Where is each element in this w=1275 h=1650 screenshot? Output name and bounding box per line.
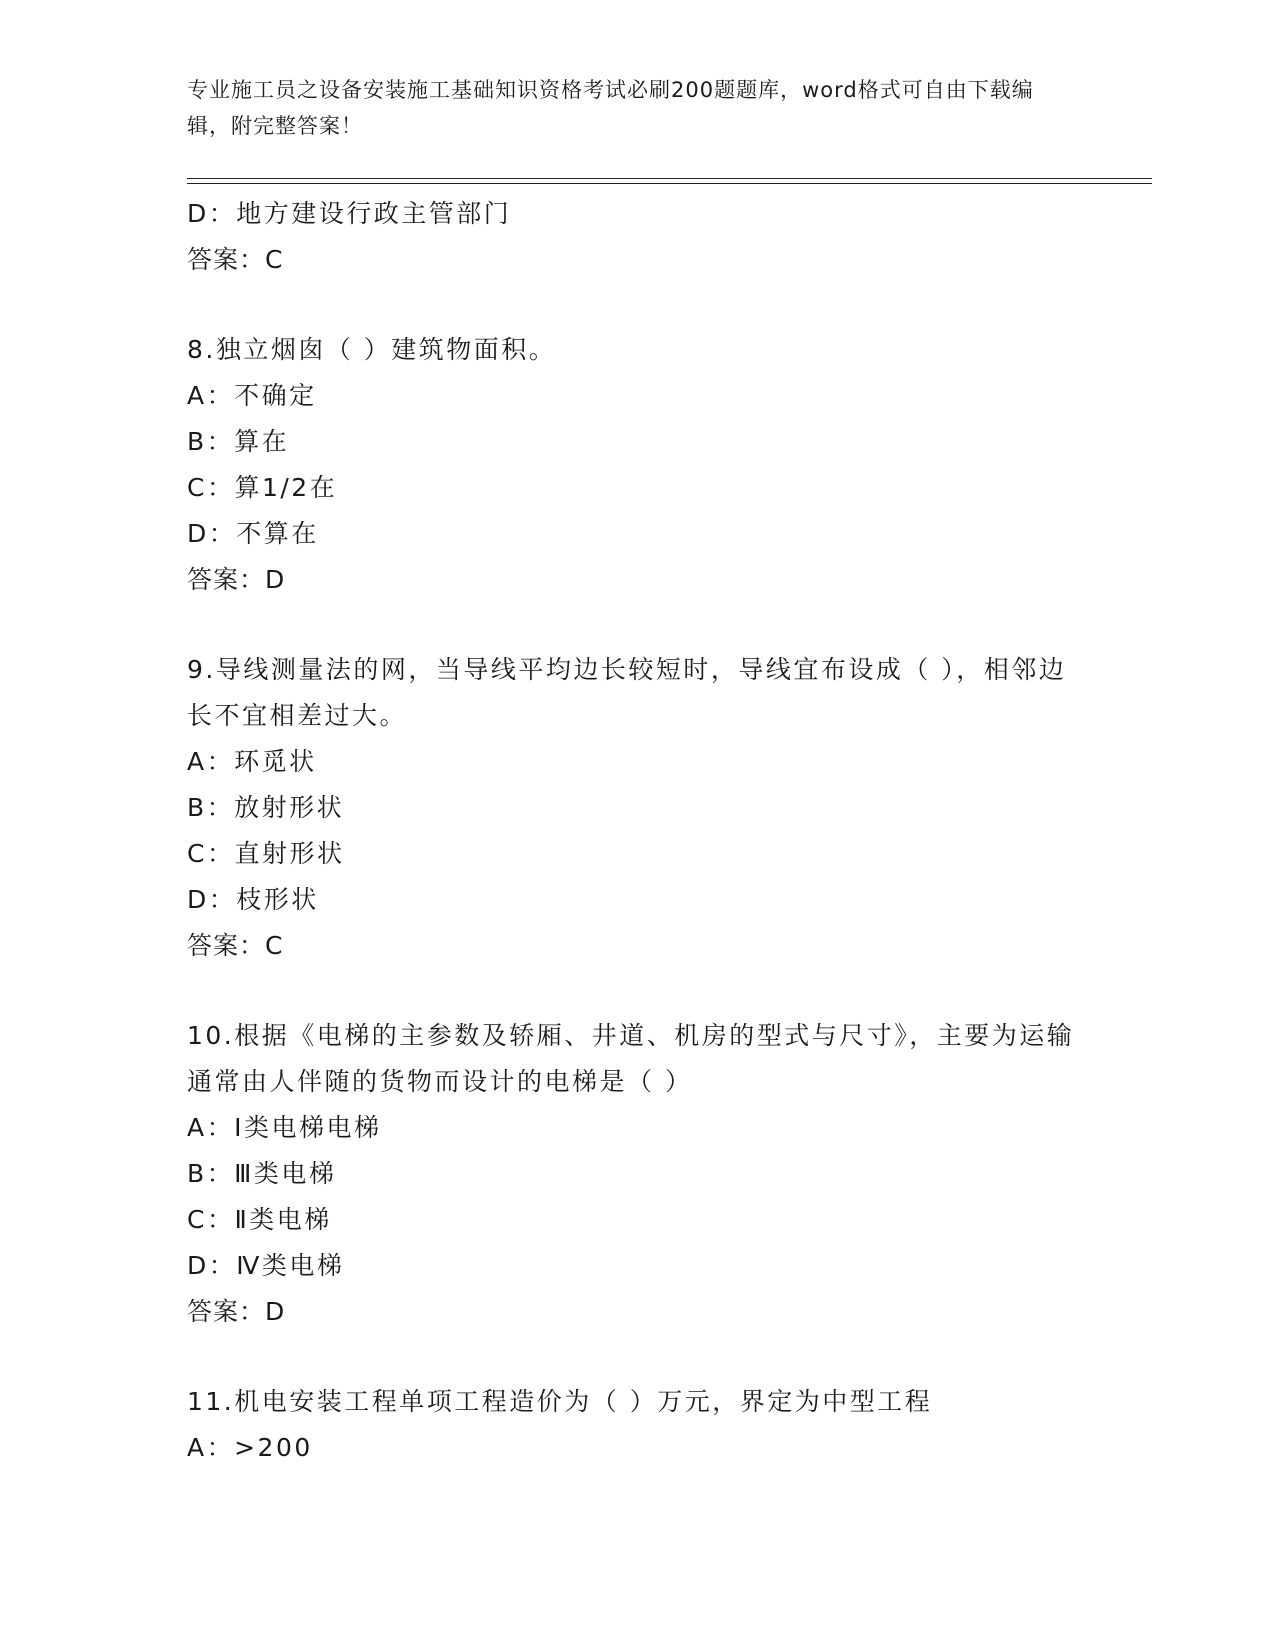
question-stem: 9.导线测量法的网，当导线平均边长较短时，导线宜布设成（ ），相邻边长不宜相差过大。	[187, 655, 1067, 730]
question-8	[187, 327, 1077, 603]
question-list	[187, 191, 1077, 1471]
option-d: D：地方建设行政主管部门	[187, 199, 512, 228]
option-d: D：Ⅳ类电梯	[187, 1251, 345, 1280]
question-stem: 11.机电安装工程单项工程造价为（ ）万元，界定为中型工程	[187, 1387, 933, 1416]
option-a: A：环觅状	[187, 747, 317, 776]
option-d: D：不算在	[187, 519, 319, 548]
question-9	[187, 647, 1077, 969]
option-c: C：Ⅱ类电梯	[187, 1205, 332, 1234]
option-c: C：直射形状	[187, 839, 345, 868]
answer-line: 答案：C	[187, 245, 284, 274]
question-stem: 10.根据《电梯的主参数及轿厢、井道、机房的型式与尺寸》，主要为运输通常由人伴随的货物而设计的电梯是（ ）	[187, 1021, 1075, 1096]
option-c: C：算1/2在	[187, 473, 338, 502]
header-divider-top	[187, 178, 1152, 179]
option-a: A：Ⅰ类电梯电梯	[187, 1113, 382, 1142]
option-b: B：放射形状	[187, 793, 345, 822]
option-a: A：不确定	[187, 381, 317, 410]
option-b: B：Ⅲ类电梯	[187, 1159, 337, 1188]
option-b: B：算在	[187, 427, 290, 456]
option-d: D：枝形状	[187, 885, 319, 914]
question-stem: 8.独立烟囱（ ）建筑物面积。	[187, 335, 557, 364]
answer-line: 答案：D	[187, 1297, 286, 1326]
option-a: A：>200	[187, 1433, 313, 1462]
answer-line: 答案：D	[187, 565, 286, 594]
header-divider-bottom	[187, 183, 1152, 184]
question-10	[187, 1013, 1077, 1335]
question-11	[187, 1379, 1077, 1471]
answer-line: 答案：C	[187, 931, 284, 960]
document-header: 专业施工员之设备安装施工基础知识资格考试必刷200题题库，word格式可自由下载编辑，附完整答案！	[187, 78, 1034, 138]
